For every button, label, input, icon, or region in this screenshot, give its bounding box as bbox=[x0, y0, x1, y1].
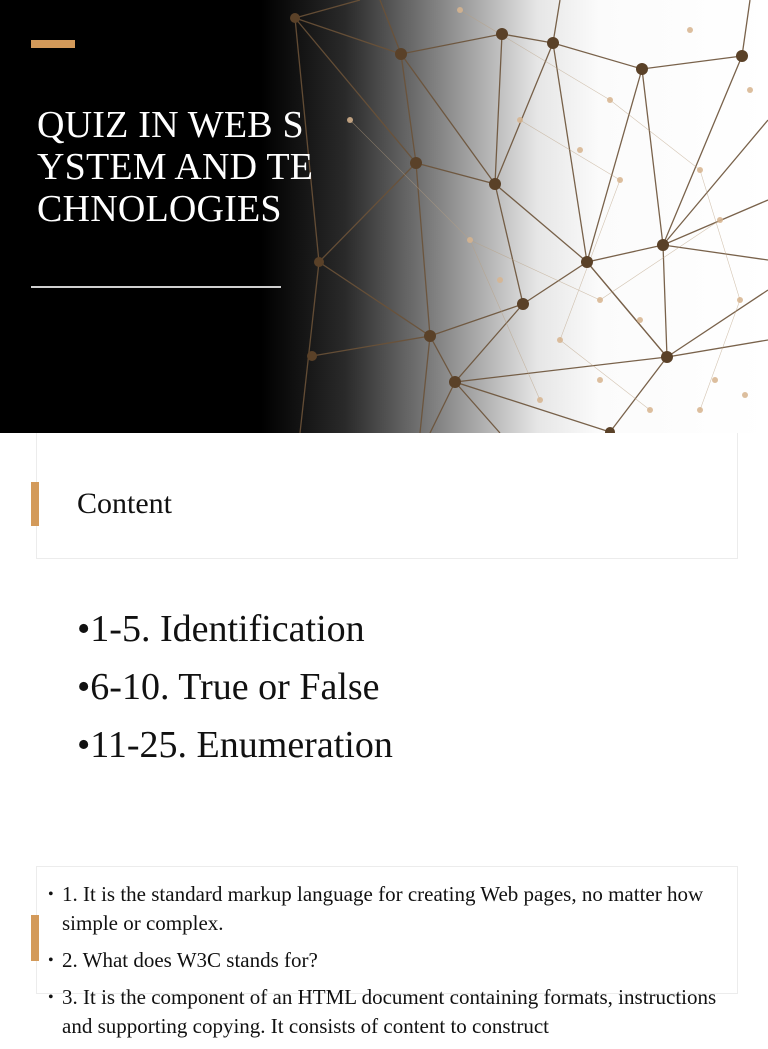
bullet-icon: • bbox=[48, 989, 54, 1006]
question-item bbox=[48, 983, 748, 1041]
title-divider bbox=[31, 286, 281, 288]
question-text: 1. It is the standard markup language for creating Web pages, no matter how simple or complex. bbox=[62, 882, 704, 935]
content-heading: Content bbox=[77, 487, 172, 520]
bullet-icon: • bbox=[48, 952, 54, 969]
title-slide bbox=[0, 0, 768, 433]
presentation-title: QUIZ IN WEB SYSTEM AND TECHNOLOGIES bbox=[37, 104, 314, 230]
content-accent-bar bbox=[31, 482, 39, 526]
question-text: 2. What does W3C stands for? bbox=[62, 948, 318, 972]
content-item-identification: •1-5. Identification bbox=[77, 608, 365, 650]
question-item bbox=[48, 946, 748, 975]
content-item-true-or-false: •6-10. True or False bbox=[77, 666, 380, 708]
title-accent-dash bbox=[31, 40, 75, 48]
content-item-enumeration: •11-25. Enumeration bbox=[77, 724, 393, 766]
content-list bbox=[77, 600, 393, 774]
bullet-icon: • bbox=[48, 886, 54, 903]
questions-accent-bar bbox=[31, 915, 39, 961]
question-text: 3. It is the component of an HTML document containing formats, instructions and supporting copying. It consists of content to construct bbox=[62, 985, 717, 1038]
question-item bbox=[48, 880, 748, 938]
